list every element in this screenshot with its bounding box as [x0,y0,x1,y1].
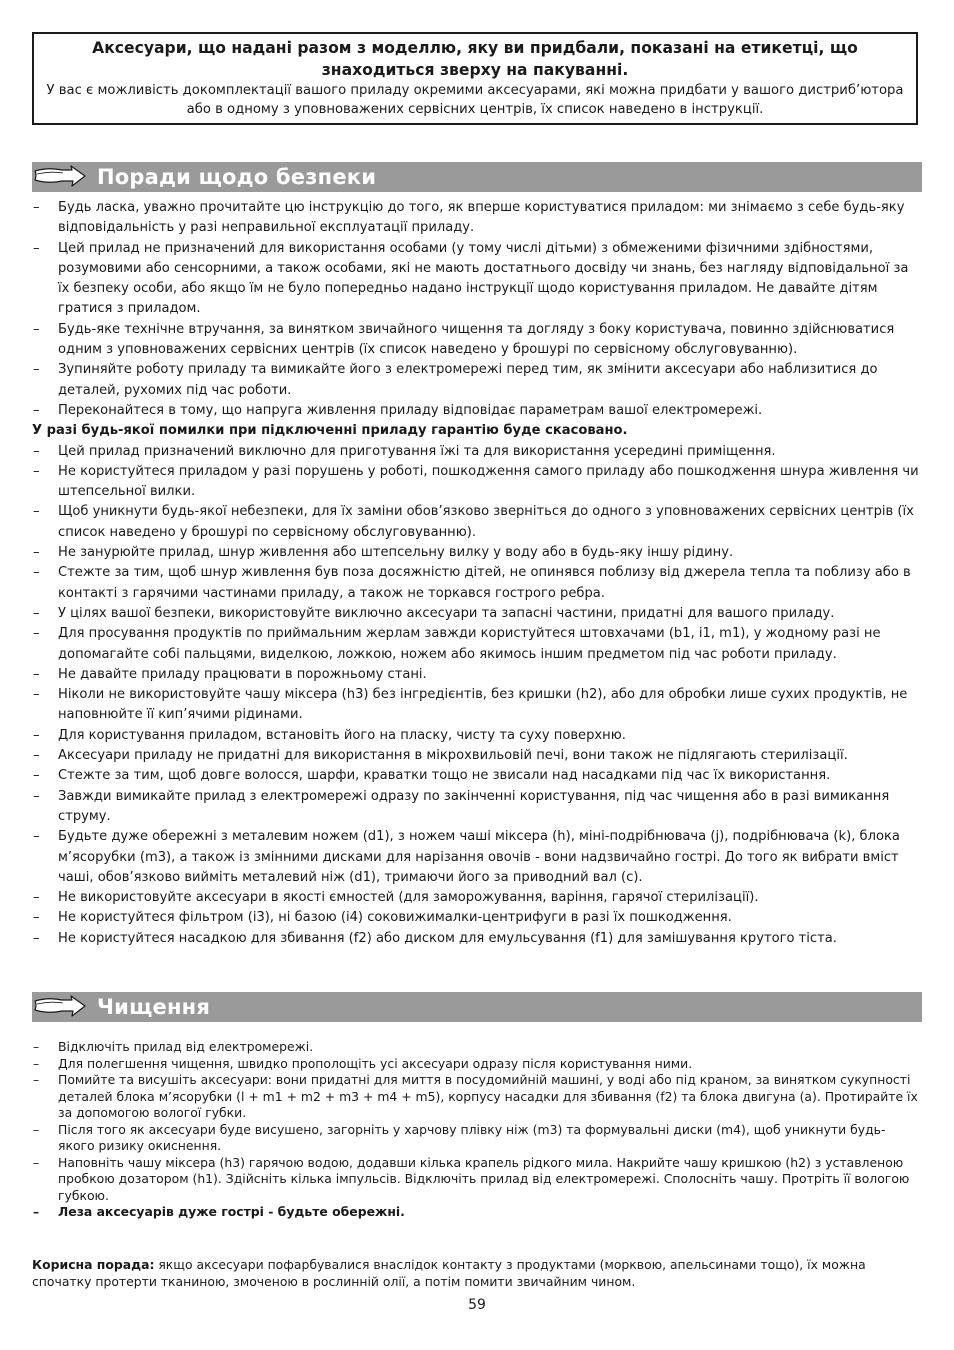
list-item: – Будь ласка, уважно прочитайте цю інструкцію до того, як вперше користуватися приладом: ми знімаємо з себе будь-яку відповідальність у разі неправильної експлуатації приладу. [32,198,922,239]
list-item: – Не користуйтеся насадкою для збивання (f2) або диском для емульсування (f1) для замішування крутого тіста. [32,929,922,949]
safety-section-title: Поради щодо безпеки [97,165,377,189]
list-item: – Не користуйтеся фільтром (i3), ні базою (i4) соковижималки-центрифуги в разі їх пошкодження. [32,908,922,928]
blade-warning: – Леза аксесуарів дуже гострі - будьте обережні. [32,1204,922,1221]
list-item: – Аксесуари приладу не придатні для використання в мікрохвильовій печі, вони також не підлягають стерилізації. [32,746,922,766]
safety-list [32,198,922,949]
tip-label: Корисна порада: [32,1257,155,1272]
cleaning-section-header [32,992,922,1022]
list-item: – Цей прилад призначений виключно для приготування їжі та для використання усередині приміщення. [32,442,922,462]
accessories-notice-box [32,32,918,125]
warranty-warning: У разі будь-якої помилки при підключенні приладу гарантію буде скасовано. [32,423,628,439]
useful-tip [32,1256,922,1290]
cleaning-section-title: Чищення [97,995,211,1019]
list-item: – Помийте та висушіть аксесуари: вони придатні для миття в посудомийній машині, у воді або під краном, за винятком сукупності деталей блока м’ясорубки (l + m1 + m2 + m3 + m4 + m5), корпусу насадки для збивання (f2) та блока двигуна (a). Протирайте їх за допомогою вологої губки. [32,1072,922,1122]
list-item: – Стежте за тим, щоб довге волосся, шарфи, краватки тощо не звисали над насадками під час їх використання. [32,766,922,786]
tip-text: якщо аксесуари пофарбувалися внаслідок контакту з продуктами (морквою, апельсинами тощо), їх можна спочатку протерти тканиною, змоченою в рослинній олії, а потім помити звичайним чином. [32,1257,866,1289]
cleaning-list [32,1039,922,1221]
list-item: – Стежте за тим, щоб шнур живлення був поза досяжністю дітей, не опинявся поблизу від джерела тепла та поблизу або в контакті з гарячими частинами приладу, а також не торкався гострого ребра. [32,563,922,604]
list-item: – Цей прилад не призначений для використання особами (у тому числі дітьми) з обмеженими фізичними здібностями, розумовими або сенсорними, а також особами, які не мають достатнього досвіду чи знань, без нагляду відповідальної за їх безпеку особи, або якщо їм не було попередньо надано інструкції щодо користування приладом. Не давайте дітям гратися з приладом. [32,239,922,320]
list-item: – У цілях вашої безпеки, використовуйте виключно аксесуари та запасні частини, придатні для вашого приладу. [32,604,922,624]
list-item: – Ніколи не використовуйте чашу міксера (h3) без інгредієнтів, без кришки (h2), або для обробки лише сухих продуктів, не наповнюйте її кип’ячими рідинами. [32,685,922,726]
list-item: – Для користування приладом, встановіть його на пласку, чисту та суху поверхню. [32,726,922,746]
list-item: – Будьте дуже обережні з металевим ножем (d1), з ножем чаші міксера (h), міні-подрібнювача (j), подрібнювача (k), блока м’ясорубки (m3), а також із змінними дисками для нарізання овочів - вони надзвичайно гострі. До того як вибрати вміст чаші, обов’язково вийміть металевий ніж (d1), тримаючи його за приводний вал (c). [32,827,922,888]
page-number: 59 [468,1297,486,1313]
list-item: – Наповніть чашу міксера (h3) гарячою водою, додавши кілька крапель рідкого мила. Накрийте чашу кришкою (h2) з уставленою пробкою дозатором (h1). Здійсніть кілька імпульсів. Відключіть прилад від електромережі. Сполосніть чашу. Протріть її вологою губкою. [32,1155,922,1205]
list-item: – Завжди вимикайте прилад з електромережі одразу по закінченні користування, під час чищення або в разі вимикання струму. [32,787,922,828]
list-item: – Для полегшення чищення, швидко прополощіть усі аксесуари одразу після користування ними. [32,1056,922,1073]
list-item: – Після того як аксесуари буде висушено, загорніть у харчову плівку ніж (m3) та формувальні диски (m4), щоб уникнути будь-якого ризику окиснення. [32,1122,922,1155]
list-item: – Щоб уникнути будь-якої небезпеки, для їх заміни обов’язково зверніться до одного з уповноважених сервісних центрів (їх список наведено у брошурі по сервісному обслуговуванню). [32,502,922,543]
list-item: – Для просування продуктів по приймальним жерлам завжди користуйтеся штовхачами (b1, i1, m1), у жодному разі не допомагайте собі пальцями, виделкою, ложкою, ножем або якимось іншим предметом під час роботи приладу. [32,624,922,665]
list-item: – Будь-яке технічне втручання, за винятком звичайного чищення та догляду з боку користувача, повинно здійснюватися одним з уповноважених сервісних центрів (їх список наведено у брошурі по сервісному обслуговуванню). [32,320,922,361]
list-item: – Зупиняйте роботу приладу та вимикайте його з електромережі перед тим, як змінити аксесуари або наблизитися до деталей, рухомих під час роботи. [32,360,922,401]
list-item: – Відключіть прилад від електромережі. [32,1039,922,1056]
list-item: – Не давайте приладу працювати в порожньому стані. [32,665,922,685]
arrow-icon [32,162,88,192]
notice-text: У вас є можливість докомплектації вашого приладу окремими аксесуарами, які можна придбати у вашого дистриб’ютора або в одному з уповноважених сервісних центрів, їх список наведено в інструкції. [46,83,904,117]
list-item: – Не користуйтеся приладом у разі порушень у роботі, пошкодження самого приладу або пошкодження шнура живлення чи штепсельної вилки. [32,462,922,503]
list-item: – Не занурюйте прилад, шнур живлення або штепсельну вилку у воду або в будь-яку іншу рідину. [32,543,922,563]
safety-section-header [32,162,922,192]
list-item: – Не використовуйте аксесуари в якості ємностей (для заморожування, варіння, гарячої стерилізації). [32,888,922,908]
list-item: – Переконайтеся в тому, що напруга живлення приладу відповідає параметрам вашої електромережі. [32,401,922,421]
arrow-icon [32,992,88,1022]
notice-title: Аксесуари, що надані разом з моделлю, яку ви придбали, показані на етикетці, що знаходиться зверху на пакуванні. [92,39,858,79]
